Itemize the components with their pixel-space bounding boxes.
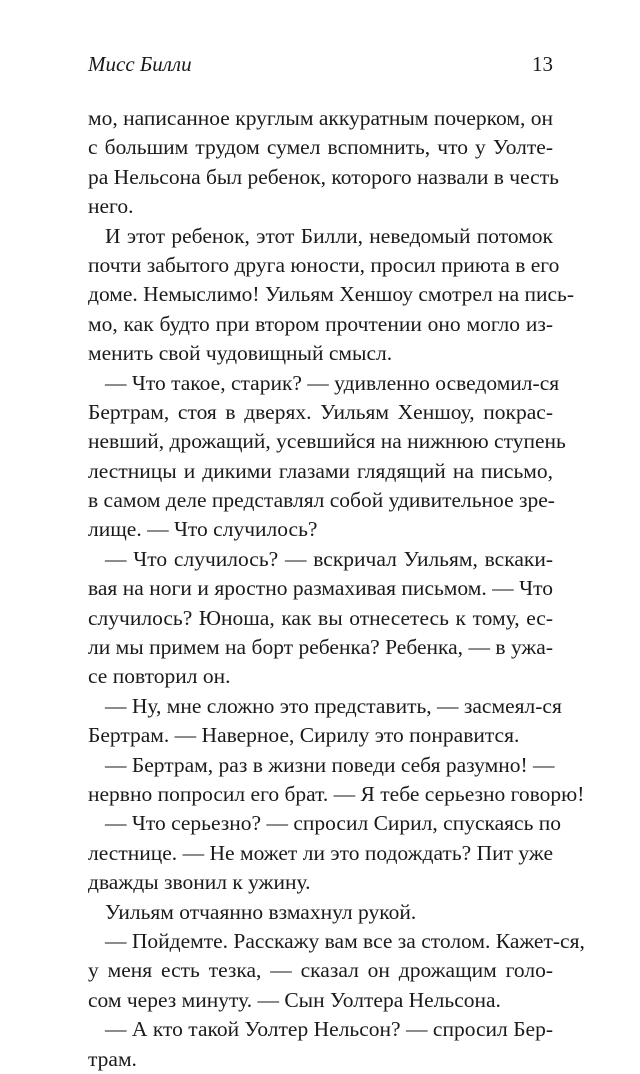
text-line: — Что такое, старик? — удивленно осведомил-ся xyxy=(105,370,560,395)
text-line: в самом деле представлял собой удивительное зре- xyxy=(88,488,555,513)
text-line: мо, написанное круглым аккуратным почерком, он xyxy=(88,106,553,130)
text-line: почти забытого друга юности, просил приюта в его xyxy=(88,252,560,277)
text-line: — Что серьезно? — спросил Сирил, спускаясь по xyxy=(105,811,562,836)
text-line: — Пойдемте. Расскажу вам все за столом. Кажет-ся, xyxy=(105,928,585,953)
text-line: Бертрам. — Наверное, Сирилу это понравится. xyxy=(88,723,520,748)
text-line: у меня есть тезка, — сказал он дрожащим голо- xyxy=(88,958,553,983)
text-line: нервно попросил его брат. — Я тебе серьезно говорю! xyxy=(88,781,585,806)
page-number: 13 xyxy=(532,52,553,76)
text-line: — Ну, мне сложно это представить, — засмеял-ся xyxy=(105,693,562,718)
text-line: Бертрам, стоя в дверях. Уильям Хеншоу, покрас- xyxy=(88,399,553,424)
text-line: ли мы примем на борт ребенка? Ребенка, — в ужа- xyxy=(88,635,553,660)
text-line: лестницы и дикими глазами глядящий на письмо, xyxy=(88,458,553,483)
text-line: случилось? Юноша, как вы отнесетесь к тому, ес- xyxy=(88,605,553,630)
text-line: — Что случилось? — вскричал Уильям, вскаки- xyxy=(105,546,553,571)
running-title: Мисс Билли xyxy=(88,52,192,76)
text-line: доме. Немыслимо! Уильям Хеншоу смотрел на пись- xyxy=(88,282,575,307)
text-line: мо, как будто при втором прочтении оно могло из- xyxy=(88,311,553,336)
text-line: ра Нельсона был ребенок, которого назвали в честь xyxy=(88,164,559,189)
text-line: — А кто такой Уолтер Нельсон? — спросил Бер- xyxy=(105,1017,553,1042)
text-line: — Бертрам, раз в жизни поведи себя разумно! — xyxy=(105,752,555,777)
text-line: вая на ноги и яростно размахивая письмом. — Что xyxy=(88,576,553,601)
text-line: него. xyxy=(88,194,134,219)
text-line: дважды звонил к ужину. xyxy=(88,870,311,895)
text-line: менить свой чудовищный смысл. xyxy=(88,341,393,366)
text-line: И этот ребенок, этот Билли, неведомый потомок xyxy=(105,223,553,248)
text-line: лестнице. — Не может ли это подождать? Пит уже xyxy=(88,840,553,865)
text-line: трам. xyxy=(88,1046,137,1071)
text-line: с большим трудом сумел вспомнить, что у Уолте- xyxy=(88,135,553,160)
text-line: се повторил он. xyxy=(88,664,231,689)
text-line: Уильям отчаянно взмахнул рукой. xyxy=(105,899,417,924)
body-text xyxy=(88,104,585,1074)
running-header xyxy=(88,52,553,84)
text-line: лище. — Что случилось? xyxy=(88,517,318,542)
text-line: сом через минуту. — Сын Уолтера Нельсона. xyxy=(88,987,501,1012)
text-line: невший, дрожащий, усевшийся на нижнюю ступень xyxy=(88,429,566,454)
